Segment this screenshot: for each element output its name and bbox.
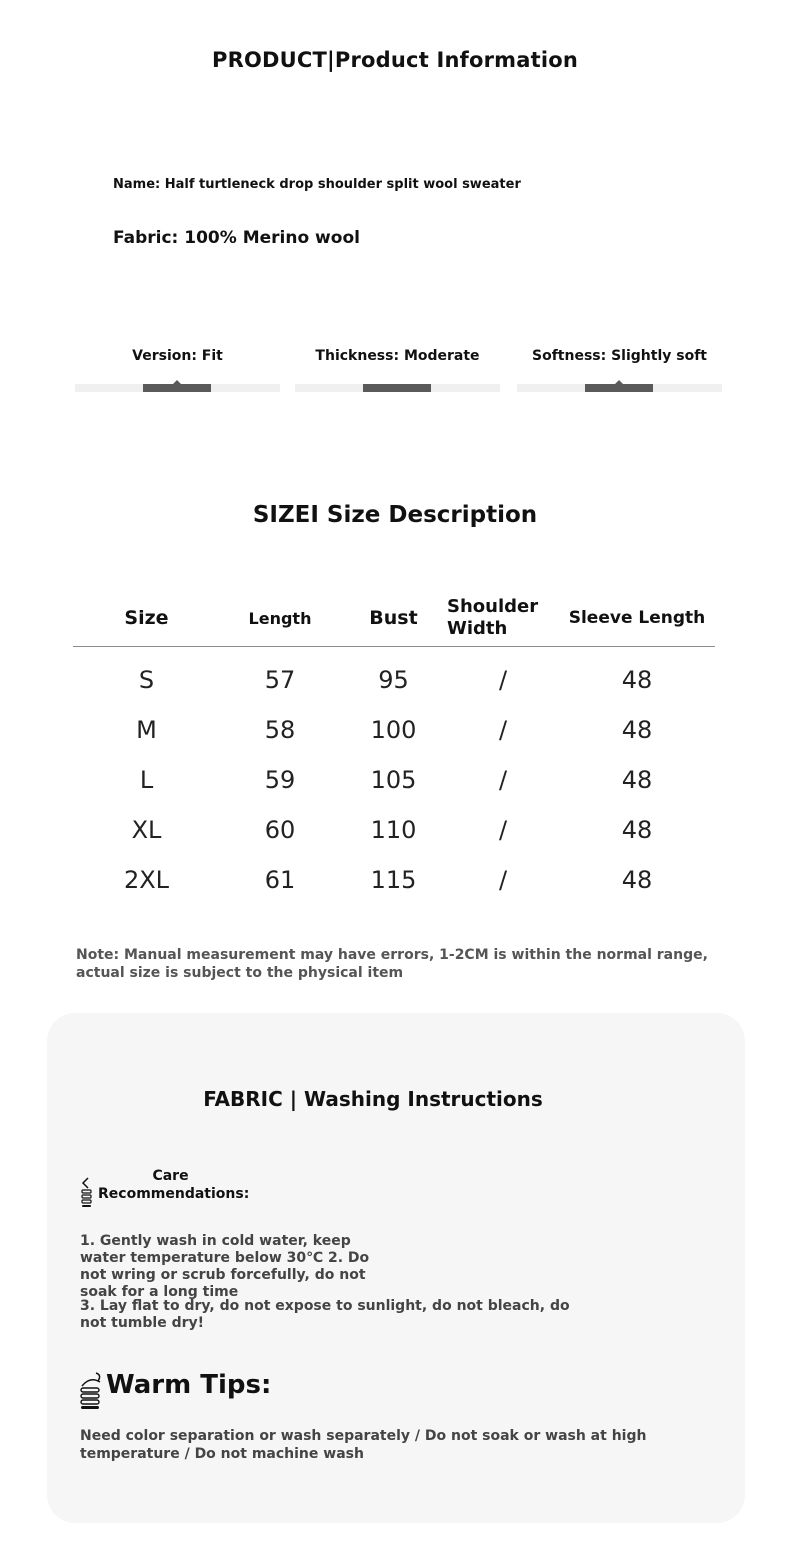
cell-size: XL <box>131 816 162 844</box>
attribute-scale-fill <box>585 384 653 392</box>
cell-sleeve: 48 <box>621 716 653 744</box>
cell-shoulder: / <box>498 866 508 894</box>
care-icon <box>80 1176 94 1208</box>
product-name: Name: Half turtleneck drop shoulder split wool sweater <box>113 177 521 192</box>
header-bust: Bust <box>340 590 447 647</box>
stacked-clothes-icon <box>78 1370 104 1410</box>
cell-bust: 100 <box>370 716 417 744</box>
table-row <box>73 705 715 755</box>
cell-size: 2XL <box>123 866 170 894</box>
attribute-scale <box>295 384 500 392</box>
cell-length: 57 <box>264 666 296 694</box>
cell-shoulder: / <box>498 816 508 844</box>
attribute-label: Thickness: Moderate <box>315 348 480 364</box>
header-length: Length <box>220 590 340 647</box>
cell-shoulder: / <box>498 716 508 744</box>
attribute-scale <box>517 384 722 392</box>
cell-length: 58 <box>264 716 296 744</box>
header-sleeve-length: Sleeve Length <box>559 590 715 647</box>
attribute-pointer-icon <box>173 380 181 384</box>
attribute-pointer-icon <box>615 380 623 384</box>
care-instruction-2: 3. Lay flat to dry, do not expose to sunlight, do not bleach, do not tumble dry! <box>80 1298 570 1331</box>
cell-shoulder: / <box>498 666 508 694</box>
attribute-softness <box>517 346 722 392</box>
table-row <box>73 647 715 706</box>
attribute-thickness <box>295 346 500 392</box>
cell-sleeve: 48 <box>621 766 653 794</box>
care-instruction-1: 1. Gently wash in cold water, keep water temperature below 30℃ 2. Do not wring or scrub forcefully, do not soak for a long time <box>80 1233 370 1300</box>
cell-sleeve: 48 <box>621 666 653 694</box>
product-fabric: Fabric: 100% Merino wool <box>113 228 360 248</box>
washing-title: FABRIC | Washing Instructions <box>203 1087 543 1111</box>
product-info-title: PRODUCT|Product Information <box>211 48 578 72</box>
cell-sleeve: 48 <box>621 866 653 894</box>
attribute-scale-fill <box>143 384 211 392</box>
cell-bust: 95 <box>378 666 409 694</box>
cell-length: 59 <box>264 766 296 794</box>
cell-bust: 110 <box>370 816 417 844</box>
size-table <box>73 590 715 905</box>
cell-size: S <box>138 666 155 694</box>
cell-sleeve: 48 <box>621 816 653 844</box>
cell-size: L <box>139 766 154 794</box>
care-recommendations-label: Care Recommendations: <box>98 1168 250 1202</box>
attribute-label: Softness: Slightly soft <box>532 348 707 364</box>
header-shoulder-width: Shoulder Width <box>447 590 559 647</box>
table-row <box>73 755 715 805</box>
table-row <box>73 805 715 855</box>
measurement-note: Note: Manual measurement may have errors, 1-2CM is within the normal range, actual size is subject to the physical item <box>76 947 708 981</box>
header-size: Size <box>73 590 220 647</box>
size-table-header <box>73 590 715 647</box>
table-row <box>73 855 715 905</box>
cell-length: 60 <box>264 816 296 844</box>
cell-length: 61 <box>264 866 296 894</box>
cell-bust: 105 <box>370 766 417 794</box>
warm-tips-title: Warm Tips: <box>106 1370 272 1400</box>
attribute-scale-fill <box>363 384 431 392</box>
cell-shoulder: / <box>498 766 508 794</box>
cell-bust: 115 <box>370 866 417 894</box>
attribute-scale <box>75 384 280 392</box>
attribute-version <box>75 346 280 392</box>
attribute-label: Version: Fit <box>132 348 223 364</box>
cell-size: M <box>136 716 157 744</box>
size-section-title: SIZEI Size Description <box>252 502 538 528</box>
warm-tips-text: Need color separation or wash separately / Do not soak or wash at high temperature / Do not machine wash <box>80 1428 647 1462</box>
